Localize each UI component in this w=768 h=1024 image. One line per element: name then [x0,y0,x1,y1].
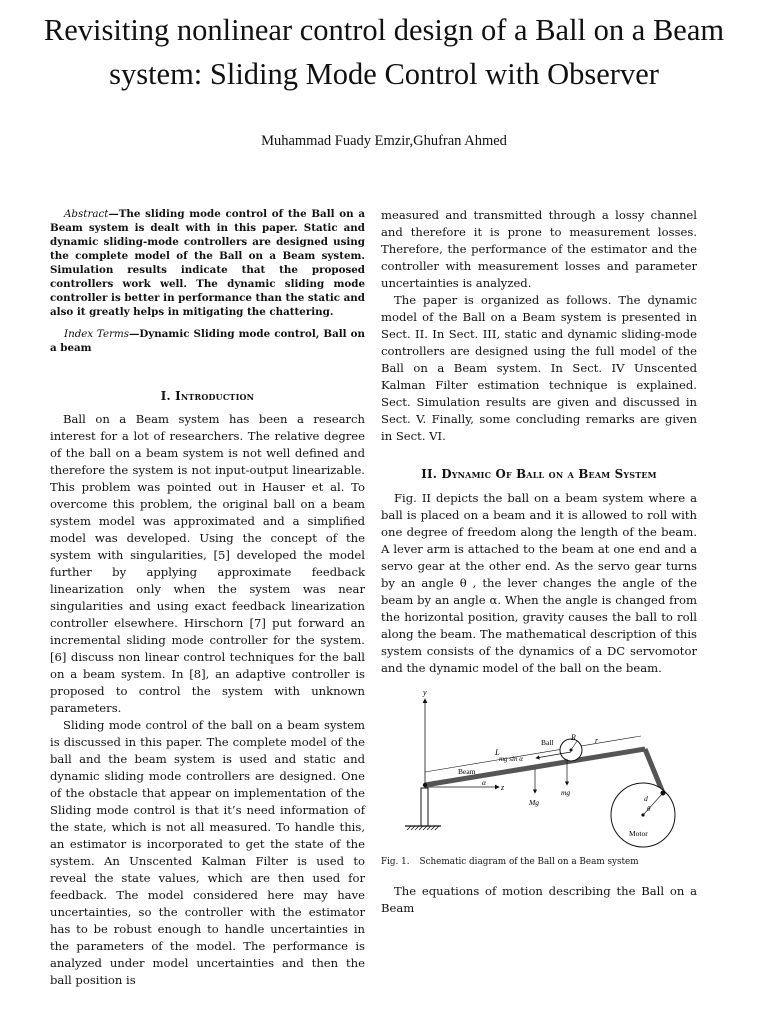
label-mg: mg [561,788,571,797]
label-L: L [495,747,500,757]
label-Mg: Mg [529,798,539,807]
intro-paragraph-1: Ball on a Beam system has been a research interest for a lot of researchers. The relative degree of the ball on a beam system is not well defined and therefore the system is not input-output linearizable. This problem was pointed out in Hauser et al. To overcome this problem, the original ball on a beam system model was approximated and a simplified model was developed. Using the concept of the system with singularities, [5] developed the model further by applying approximate feedback linearization only when the system was near singularities and using exact feedback linearization controller elsewhere. Hirschorn [7] put forward an incremental sliding mode controller for the system. [6] discuss non linear control techniques for the ball on a beam system. In [8], an adaptive controller is proposed to control the system with unknown parameters. [50,412,365,715]
paper-authors: Muhammad Fuady Emzir,Ghufran Ahmed [261,133,507,149]
abstract-label: Abstract [64,208,109,220]
paper-title: Revisiting nonlinear control design of a Ball on a Beam system: Sliding Mode Control with Observer [43,13,725,91]
intro-paragraph-2: Sliding mode control of the ball on a beam system is discussed in this paper. The complete model of the ball and the beam system is used and static and dynamic sliding mode controllers are designed. One of the obstacle that appear on implementation of the Sliding mode control is that it’s need information of the state, which is not all measured. To handle this, an estimator is incorporated to get the state of the system. An Unscented Kalman Filter is used to reveal the state values, which are then used for feedback. The model considered here may have uncertainties, so the controller with the estimator has to be robust enough to handle uncertainties in the parameters of the model. The performance is analyzed under model uncertainties and then the ball position is [50,718,365,987]
figure-ball-beam [381,689,697,849]
label-z: z [501,783,505,792]
section-heading-dynamics: II. Dynamic Of Ball on a Beam System [421,467,657,481]
index-terms [50,327,365,355]
organization-paragraph: The paper is organized as follows. The dynamic model of the Ball on a Beam system is presented in Sect. II. In Sect. III, static and dynamic sliding-mode controllers are designed using the full model of the Ball on a Beam system. In Sect. IV Unscented Kalman Filter estimation technique is explained. Sect. Simulation results are given and discussed in Sect. V. Finally, some concluding remarks are given in Sect. VI. [381,293,697,443]
index-terms-text: —Dynamic Sliding mode control, Ball on a beam [50,328,365,354]
label-d: d [644,794,648,803]
label-y: y [423,689,427,697]
dynamics-paragraph-2: The equations of motion describing the Ball on a Beam [381,884,697,915]
right-paragraph-continued: measured and transmitted through a lossy channel and therefore it is prone to measurement losses. Therefore, the performance of the estimator and the controller with measurement losses and parameter uncertainties is analyzed. [381,208,697,290]
section-heading-introduction: I. Introduction [160,389,255,403]
dynamics-paragraph-1: Fig. II depicts the ball on a beam system where a ball is placed on a beam and it is allowed to roll with one degree of freedom along the length of the beam. A lever arm is attached to the beam at one end and a servo gear at the other end. As the servo gear turns by an angle θ , the lever changes the angle of the beam by an angle α. When the angle is changed from the horizontal position, gravity causes the ball to roll along the beam. The mathematical description of this system consists of the dynamics of a DC servomotor and the dynamic model of the ball on the beam. [381,491,697,675]
figure-caption-text: Schematic diagram of the Ball on a Beam system [419,857,639,867]
beam-pivot [423,783,427,787]
label-mgsin: mg sin α [499,755,523,763]
figure-caption-label: Fig. 1. [381,857,410,867]
label-r: r [595,736,599,745]
label-theta: θ [647,805,651,813]
index-terms-label: Index Terms [64,328,130,340]
label-motor: Motor [629,829,648,838]
right-column [381,207,697,917]
figure-caption [381,857,697,867]
abstract-text: —The sliding mode control of the Ball on a Beam system is dealt with in this paper. Static and dynamic sliding-mode controllers are designed using the complete model of the Ball on a Beam system. Simulation results indicate that the proposed controllers work well. The dynamic sliding mode controller is better in performance than the static and also it greatly helps in mitigating the chattering. [50,208,365,318]
label-R: R [571,733,576,742]
abstract [50,207,365,319]
ball-beam-diagram [381,689,697,849]
left-column [50,207,365,989]
pivot-post [421,788,428,826]
label-alpha: α [482,778,486,787]
label-beam: Beam [458,767,476,776]
label-ball: Ball [541,738,554,747]
